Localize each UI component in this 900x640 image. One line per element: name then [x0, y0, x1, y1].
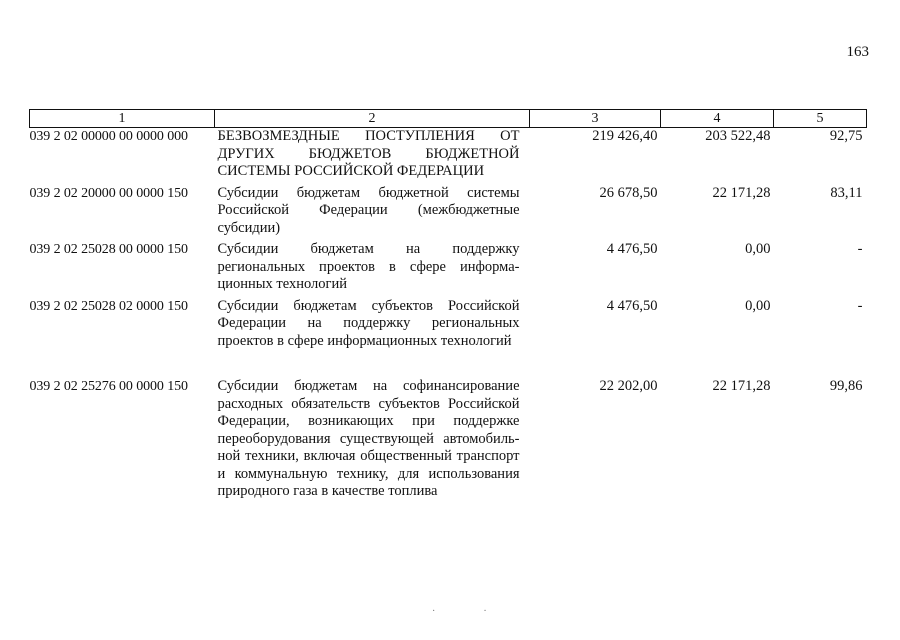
column-header-4: 4	[661, 110, 774, 128]
execution-percent: -	[857, 241, 863, 257]
table-row	[30, 354, 867, 501]
budget-code: 039 2 02 25276 00 0000 150	[29, 379, 188, 394]
plan-amount: 4 476,50	[606, 297, 658, 314]
item-name-text: Субсидии бюджетам на поддержку региональных проектов в сфере информа-ционных технологий	[217, 241, 520, 292]
item-name	[215, 128, 530, 185]
execution-percent: 83,11	[830, 184, 863, 201]
table-row	[30, 298, 867, 355]
plan-amount: 26 678,50	[599, 184, 658, 201]
budget-code: 039 2 02 25028 02 0000 150	[29, 298, 188, 314]
execution-percent: -	[857, 297, 863, 314]
executed-amount: 0,00	[745, 297, 771, 314]
item-name-text: Субсидии бюджетам на софинансирование расходных обязательств субъектов Российской Федерации, возникающих при поддержке переоборудования существующей автомобиль-ной техники, включая общественный транспорт и коммунальную технику, для использования природного газа в качестве топлива	[217, 378, 520, 499]
executed-amount: 203 522,48	[705, 128, 771, 144]
page-number: 163	[846, 44, 869, 60]
budget-code: 039 2 02 20000 00 0000 150	[29, 185, 188, 201]
execution-percent: 92,75	[829, 128, 863, 144]
plan-amount: 22 202,00	[599, 378, 658, 394]
budget-code: 039 2 02 00000 00 0000 000	[29, 129, 188, 144]
table-row	[30, 128, 867, 185]
execution-percent: 99,86	[829, 378, 863, 394]
item-name	[215, 298, 530, 355]
plan-amount: 4 476,50	[606, 241, 658, 257]
item-name-text: БЕЗВОЗМЕЗДНЫЕ ПОСТУПЛЕНИЯ ОТ ДРУГИХ БЮДЖЕТОВ БЮДЖЕТНОЙ СИСТЕМЫ РОССИЙСКОЙ ФЕДЕРАЦИИ	[217, 128, 520, 179]
item-name	[215, 354, 530, 501]
executed-amount: 22 171,28	[712, 378, 771, 394]
item-name-text: Субсидии бюджетам бюджетной системы Российской Федерации (межбюджетные субсидии)	[217, 184, 520, 236]
plan-amount: 219 426,40	[592, 128, 658, 144]
column-header-5: 5	[774, 110, 867, 128]
table-row	[30, 241, 867, 298]
column-header-2: 2	[215, 110, 530, 128]
table-row	[30, 185, 867, 242]
executed-amount: 22 171,28	[712, 184, 771, 201]
executed-amount: 0,00	[745, 241, 771, 257]
scan-speck: ··	[432, 606, 535, 617]
column-header-1: 1	[30, 110, 215, 128]
table-header-row	[30, 110, 867, 128]
budget-code: 039 2 02 25028 00 0000 150	[29, 242, 188, 257]
item-name	[215, 185, 530, 242]
column-header-3: 3	[530, 110, 661, 128]
item-name	[215, 241, 530, 298]
item-name-text: Субсидии бюджетам субъектов Российской Федерации на поддержку региональных проектов в сфере информационных технологий	[217, 297, 520, 349]
budget-execution-table	[29, 109, 867, 501]
